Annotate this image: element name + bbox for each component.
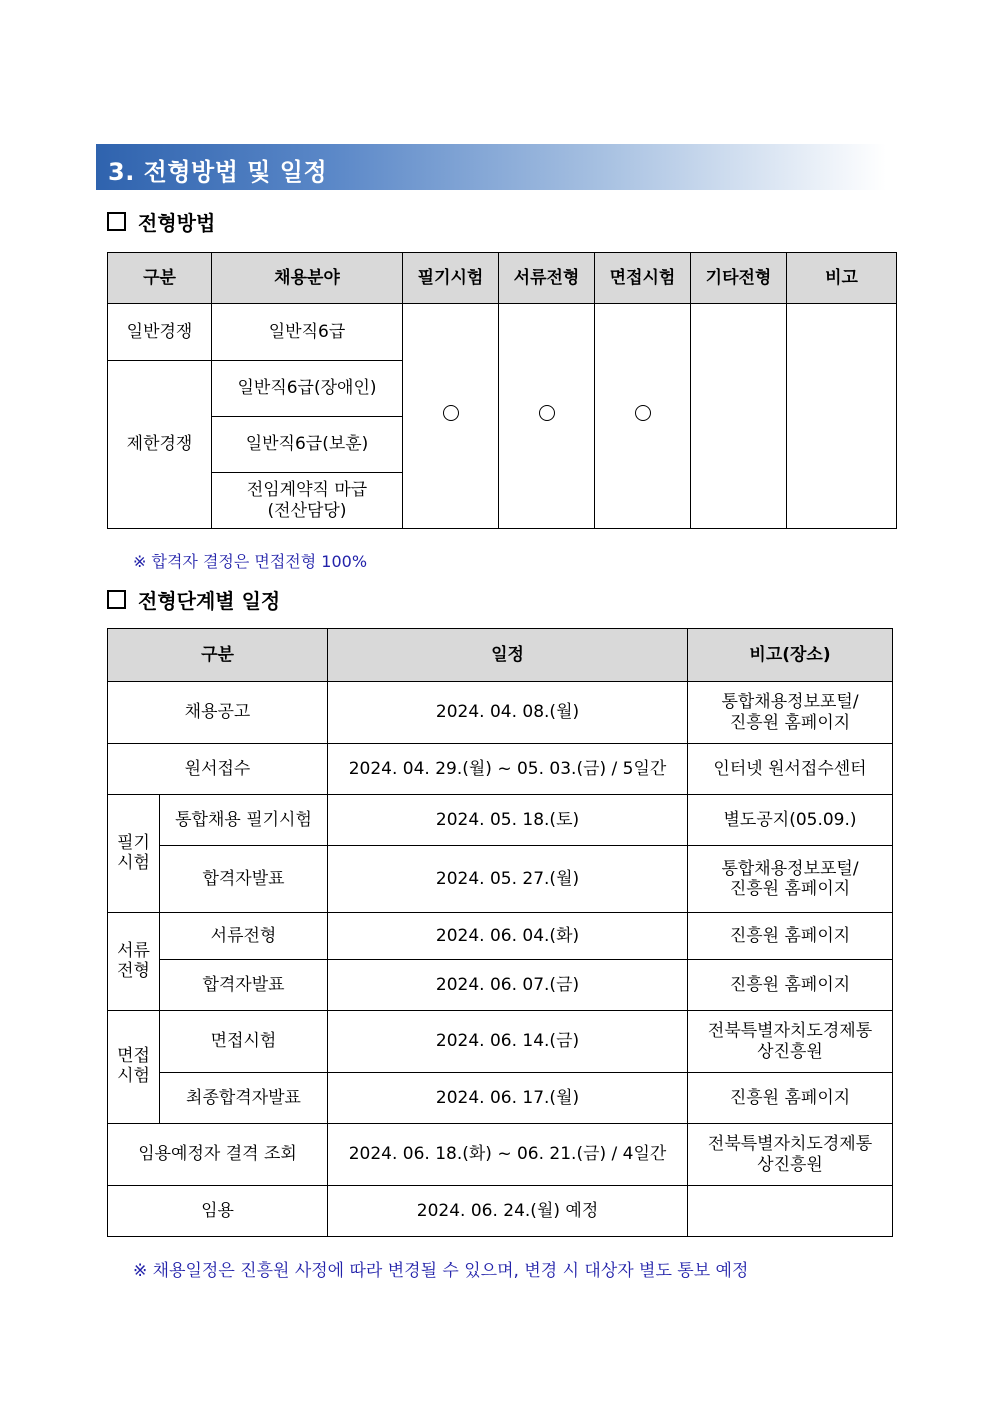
cell-date: 2024. 06. 17.(월) <box>328 1073 688 1124</box>
checkbox-square-icon <box>107 590 126 609</box>
cell-field <box>212 473 403 529</box>
table-row <box>108 1124 893 1186</box>
cell-document-mark <box>499 304 595 529</box>
group-line1: 면접 <box>117 1046 150 1067</box>
cell-stage: 면접시험 <box>160 1011 328 1073</box>
checkbox-square-icon <box>107 212 126 231</box>
cell-remark-empty <box>787 304 897 529</box>
cell-group-written <box>108 795 160 913</box>
cell-remark: 별도공지(05.09.) <box>688 795 893 846</box>
cell-date: 2024. 05. 18.(토) <box>328 795 688 846</box>
table-row <box>108 682 893 744</box>
section-banner <box>96 144 886 190</box>
cell-written-mark <box>403 304 499 529</box>
header-other: 기타전형 <box>691 253 787 304</box>
header-interview: 면접시험 <box>595 253 691 304</box>
table-row <box>108 846 893 913</box>
cell-group-interview <box>108 1011 160 1124</box>
cell-remark: 진흥원 홈페이지 <box>688 1073 893 1124</box>
method-table <box>107 252 897 529</box>
header-category: 구분 <box>108 253 212 304</box>
cell-field: 일반직6급(장애인) <box>212 361 403 417</box>
cell-stage: 최종합격자발표 <box>160 1073 328 1124</box>
cell-remark: 진흥원 홈페이지 <box>688 913 893 960</box>
header-written: 필기시험 <box>403 253 499 304</box>
header-remark: 비고 <box>787 253 897 304</box>
cell-interview-mark <box>595 304 691 529</box>
table-row <box>108 960 893 1011</box>
table-row <box>108 913 893 960</box>
cell-stage: 통합채용 필기시험 <box>160 795 328 846</box>
cell-group-general: 일반경쟁 <box>108 304 212 361</box>
cell-remark: 진흥원 홈페이지 <box>688 960 893 1011</box>
group-line2: 시험 <box>117 852 150 873</box>
cell-date: 2024. 04. 08.(월) <box>328 682 688 744</box>
cell-remark <box>688 1124 893 1186</box>
section-title: 3. 전형방법 및 일정 <box>108 158 328 186</box>
table-row <box>108 304 897 361</box>
cell-remark: 인터넷 원서접수센터 <box>688 744 893 795</box>
cell-remark <box>688 1011 893 1073</box>
schedule-table <box>107 628 893 1237</box>
remark-line1: 통합채용정보포털/ <box>721 692 859 713</box>
table-row <box>108 795 893 846</box>
group-line1: 필기 <box>117 832 150 853</box>
table-row <box>108 1011 893 1073</box>
cell-field: 일반직6급(보훈) <box>212 417 403 473</box>
cell-group-document <box>108 913 160 1011</box>
table-row <box>108 1073 893 1124</box>
cell-stage: 임용 <box>108 1186 328 1237</box>
header-document: 서류전형 <box>499 253 595 304</box>
cell-date: 2024. 04. 29.(월) ~ 05. 03.(금) / 5일간 <box>328 744 688 795</box>
schedule-heading-text: 전형단계별 일정 <box>138 589 281 613</box>
circle-mark-icon <box>443 405 459 421</box>
group-line1: 서류 <box>117 940 150 961</box>
cell-remark <box>688 846 893 913</box>
cell-date: 2024. 06. 04.(화) <box>328 913 688 960</box>
remark-line1: 전북특별자치도경제통 <box>707 1021 873 1042</box>
cell-date: 2024. 06. 18.(화) ~ 06. 21.(금) / 4일간 <box>328 1124 688 1186</box>
method-heading <box>107 207 215 236</box>
cell-stage: 채용공고 <box>108 682 328 744</box>
schedule-heading <box>107 585 280 614</box>
remark-line2: 진흥원 홈페이지 <box>729 712 851 733</box>
cell-other-empty <box>691 304 787 529</box>
cell-remark <box>688 682 893 744</box>
remark-line2: 상진흥원 <box>757 1041 823 1062</box>
cell-group-restricted: 제한경쟁 <box>108 361 212 529</box>
cell-remark <box>688 1186 893 1237</box>
remark-line1: 전북특별자치도경제통 <box>707 1134 873 1155</box>
group-line2: 시험 <box>117 1066 150 1086</box>
cell-date: 2024. 05. 27.(월) <box>328 846 688 913</box>
table-row <box>108 1186 893 1237</box>
field-line2: (전산담당) <box>267 500 347 521</box>
remark-line2: 상진흥원 <box>757 1154 823 1175</box>
schedule-note: ※ 채용일정은 진흥원 사정에 따라 변경될 수 있으며, 변경 시 대상자 별도 통보 예정 <box>133 1261 749 1281</box>
header-category: 구분 <box>108 629 328 682</box>
cell-date: 2024. 06. 07.(금) <box>328 960 688 1011</box>
group-line2: 전형 <box>117 960 150 981</box>
method-note: ※ 합격자 결정은 면접전형 100% <box>133 552 368 571</box>
cell-stage: 서류전형 <box>160 913 328 960</box>
header-date: 일정 <box>328 629 688 682</box>
cell-stage: 합격자발표 <box>160 846 328 913</box>
remark-line2: 진흥원 홈페이지 <box>729 879 851 899</box>
field-line1: 전임계약직 마급 <box>246 480 368 501</box>
circle-mark-icon <box>539 405 555 421</box>
remark-line1: 통합채용정보포털/ <box>721 858 859 879</box>
circle-mark-icon <box>635 405 651 421</box>
cell-stage: 합격자발표 <box>160 960 328 1011</box>
header-field: 채용분야 <box>212 253 403 304</box>
cell-stage: 원서접수 <box>108 744 328 795</box>
table-row <box>108 744 893 795</box>
method-header-row <box>108 253 897 304</box>
cell-field: 일반직6급 <box>212 304 403 361</box>
cell-date: 2024. 06. 24.(월) 예정 <box>328 1186 688 1237</box>
schedule-header-row <box>108 629 893 682</box>
cell-stage: 임용예정자 결격 조회 <box>108 1124 328 1186</box>
cell-date: 2024. 06. 14.(금) <box>328 1011 688 1073</box>
header-remark: 비고(장소) <box>688 629 893 682</box>
method-heading-text: 전형방법 <box>138 211 216 235</box>
